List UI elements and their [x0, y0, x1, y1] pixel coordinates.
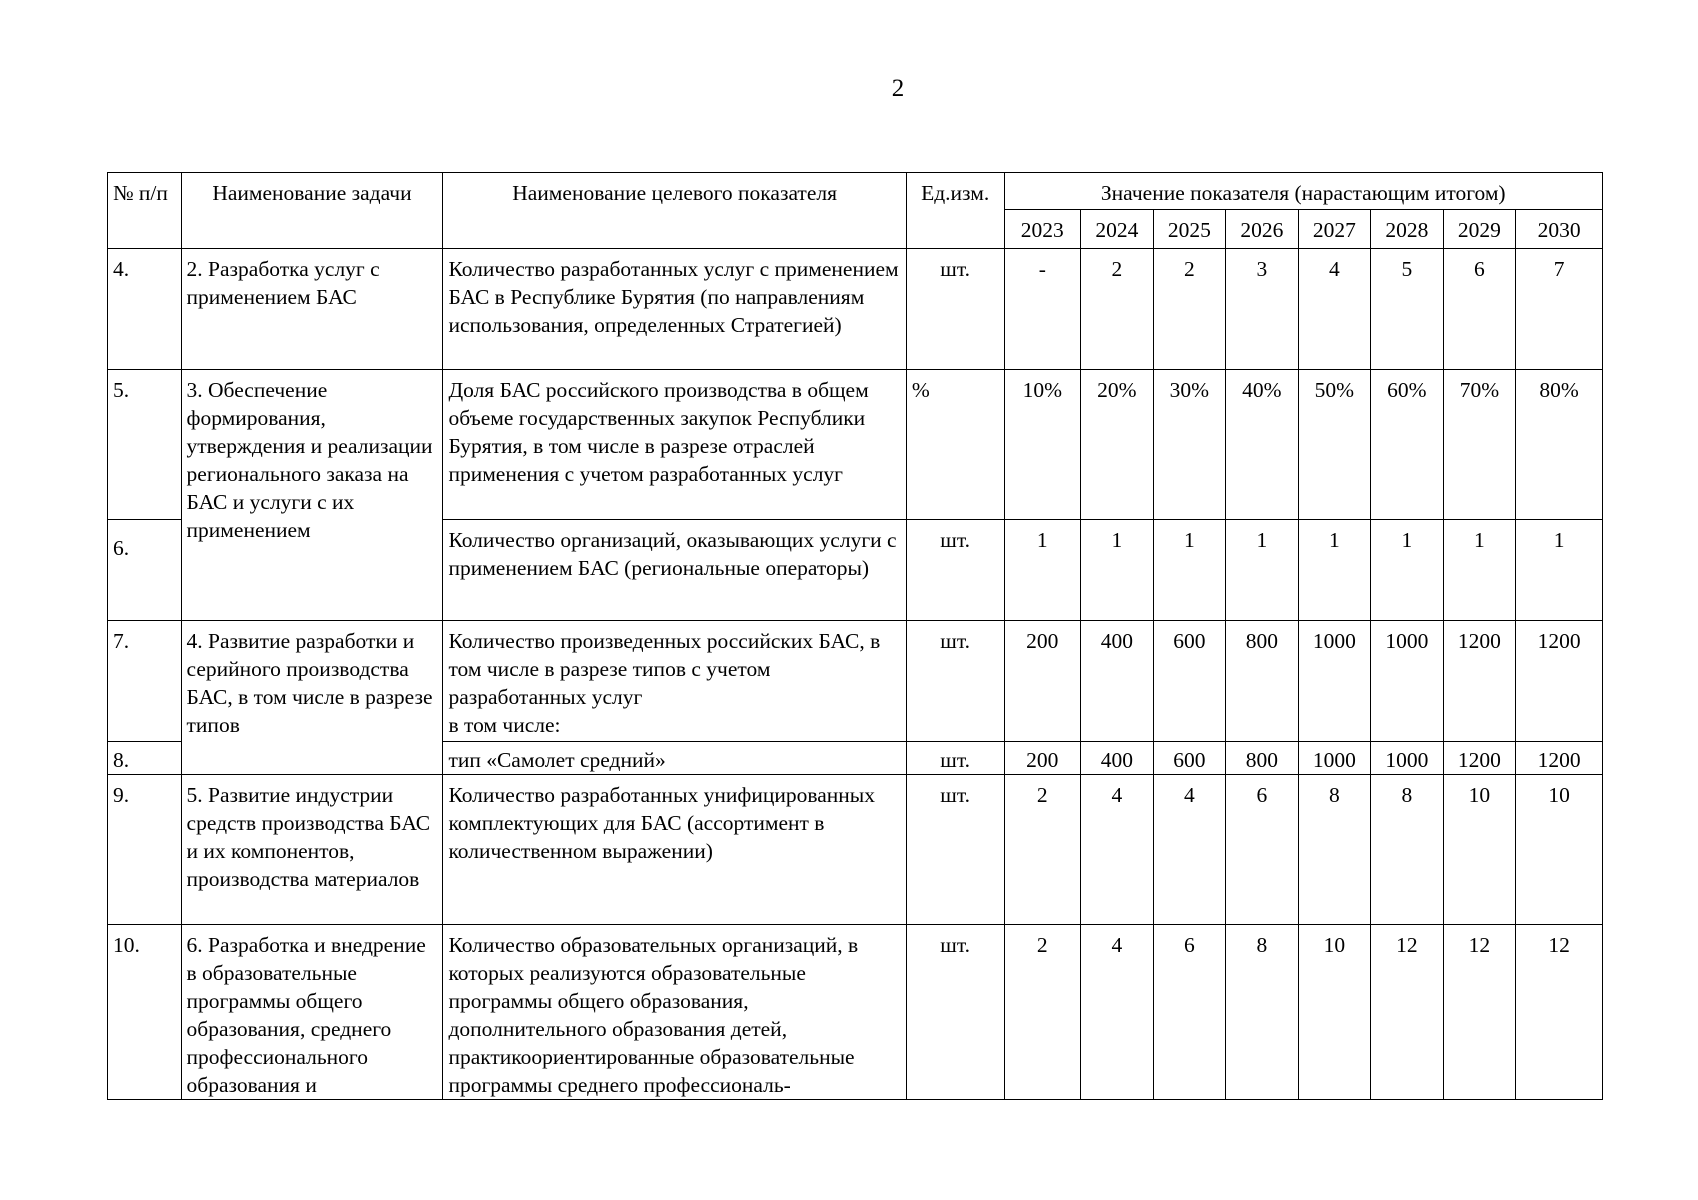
row-value: 1200 — [1516, 621, 1603, 742]
row-value: 600 — [1153, 621, 1226, 742]
row-value: 8 — [1298, 775, 1371, 925]
table-row — [108, 775, 1603, 925]
row-task: 2. Разработка услуг с применением БАС — [181, 249, 443, 370]
row-indicator: Количество организаций, оказывающих услуги с применением БАС (региональные операторы) — [443, 520, 906, 621]
row-value: 1200 — [1443, 742, 1516, 775]
row-value: 1200 — [1516, 742, 1603, 775]
row-value: 1000 — [1371, 742, 1444, 775]
row-value: 4 — [1081, 775, 1154, 925]
row-unit: шт. — [906, 742, 1004, 775]
row-unit: шт. — [906, 775, 1004, 925]
row-value: 1 — [1371, 520, 1444, 621]
row-indicator-cell — [443, 621, 906, 742]
row-value: 40% — [1226, 370, 1299, 520]
row-value: 10 — [1516, 775, 1603, 925]
row-value: 2 — [1081, 249, 1154, 370]
row-indicator-extra: в том числе: — [448, 713, 561, 737]
header-indicator: Наименование целевого показателя — [443, 173, 906, 249]
row-value: 3 — [1226, 249, 1299, 370]
header-year: 2026 — [1226, 210, 1299, 249]
row-value: 2 — [1004, 775, 1081, 925]
row-value: 800 — [1226, 742, 1299, 775]
row-task: 3. Обеспечение формирования, утверждения и реализации регионального заказа на БАС и услуги с их применением — [181, 370, 443, 621]
row-unit: шт. — [906, 249, 1004, 370]
row-value: 1 — [1516, 520, 1603, 621]
row-value: 50% — [1298, 370, 1371, 520]
header-year: 2023 — [1004, 210, 1081, 249]
row-value: 20% — [1081, 370, 1154, 520]
row-value: 80% — [1516, 370, 1603, 520]
row-num: 6. — [108, 520, 182, 621]
row-value: 6 — [1226, 775, 1299, 925]
row-value: 5 — [1371, 249, 1444, 370]
header-year: 2027 — [1298, 210, 1371, 249]
row-value: 1 — [1226, 520, 1299, 621]
row-num: 10. — [108, 925, 182, 1100]
row-value: 4 — [1153, 775, 1226, 925]
row-value: 10 — [1443, 775, 1516, 925]
row-value: 1 — [1004, 520, 1081, 621]
header-year: 2025 — [1153, 210, 1226, 249]
row-value: 1000 — [1298, 742, 1371, 775]
row-value: 1000 — [1298, 621, 1371, 742]
row-num: 4. — [108, 249, 182, 370]
row-value: 6 — [1443, 249, 1516, 370]
row-task: 4. Развитие разработки и серийного производства БАС, в том числе в разрезе типов — [181, 621, 443, 775]
row-value: 2 — [1153, 249, 1226, 370]
header-value-group: Значение показателя (нарастающим итогом) — [1004, 173, 1602, 210]
row-num: 5. — [108, 370, 182, 520]
table-row — [108, 925, 1603, 1100]
row-value: 7 — [1516, 249, 1603, 370]
row-value: - — [1004, 249, 1081, 370]
row-unit: % — [906, 370, 1004, 520]
row-value: 60% — [1371, 370, 1444, 520]
row-value: 12 — [1516, 925, 1603, 1100]
row-value: 400 — [1081, 621, 1154, 742]
row-task: 6. Разработка и внедрение в образовательные программы общего образования, среднего профессионального образования и — [181, 925, 443, 1100]
row-indicator: Доля БАС российского производства в общем объеме государственных закупок Республики Бурятия, в том числе в разрезе отраслей применения с учетом разработанных услуг — [443, 370, 906, 520]
indicators-table — [107, 172, 1603, 1100]
row-value: 1 — [1153, 520, 1226, 621]
row-value: 30% — [1153, 370, 1226, 520]
header-year: 2028 — [1371, 210, 1444, 249]
row-value: 1200 — [1443, 621, 1516, 742]
row-value: 1 — [1443, 520, 1516, 621]
row-value: 1 — [1081, 520, 1154, 621]
row-unit: шт. — [906, 621, 1004, 742]
row-value: 8 — [1226, 925, 1299, 1100]
row-value: 12 — [1443, 925, 1516, 1100]
row-value: 200 — [1004, 621, 1081, 742]
row-indicator: Количество разработанных унифицированных комплектующих для БАС (ассортимент в количественном выражении) — [443, 775, 906, 925]
row-value: 10% — [1004, 370, 1081, 520]
table-row — [108, 621, 1603, 742]
row-value: 10 — [1298, 925, 1371, 1100]
row-unit: шт. — [906, 520, 1004, 621]
row-value: 2 — [1004, 925, 1081, 1100]
table-row — [108, 249, 1603, 370]
row-indicator: тип «Самолет средний» — [443, 742, 906, 775]
row-value: 600 — [1153, 742, 1226, 775]
table-header-row — [108, 173, 1603, 210]
header-unit: Ед.изм. — [906, 173, 1004, 249]
row-value: 70% — [1443, 370, 1516, 520]
row-value: 8 — [1371, 775, 1444, 925]
row-num: 9. — [108, 775, 182, 925]
row-value: 400 — [1081, 742, 1154, 775]
row-value: 4 — [1081, 925, 1154, 1100]
header-year: 2024 — [1081, 210, 1154, 249]
header-num: № п/п — [108, 173, 182, 249]
row-indicator: Количество произведенных российских БАС, в том числе в разрезе типов с учетом разработанных услуг — [448, 629, 881, 709]
row-num: 8. — [108, 742, 182, 775]
row-value: 6 — [1153, 925, 1226, 1100]
row-value: 200 — [1004, 742, 1081, 775]
row-value: 800 — [1226, 621, 1299, 742]
header-year: 2029 — [1443, 210, 1516, 249]
row-value: 1 — [1298, 520, 1371, 621]
row-value: 1000 — [1371, 621, 1444, 742]
row-indicator: Количество разработанных услуг с применением БАС в Республике Бурятия (по направлениям использования, определенных Стратегией) — [443, 249, 906, 370]
row-task: 5. Развитие индустрии средств производства БАС и их компонентов, производства материалов — [181, 775, 443, 925]
row-unit: шт. — [906, 925, 1004, 1100]
header-task: Наименование задачи — [181, 173, 443, 249]
row-indicator: Количество образовательных организаций, в которых реализуются образовательные программы общего образования, дополнительного образования детей, практикоориентированные образовательные программы среднего профессиональ- — [443, 925, 906, 1100]
row-num: 7. — [108, 621, 182, 742]
row-value: 12 — [1371, 925, 1444, 1100]
page-number: 2 — [891, 75, 905, 102]
header-year: 2030 — [1516, 210, 1603, 249]
table-row — [108, 370, 1603, 520]
row-value: 4 — [1298, 249, 1371, 370]
